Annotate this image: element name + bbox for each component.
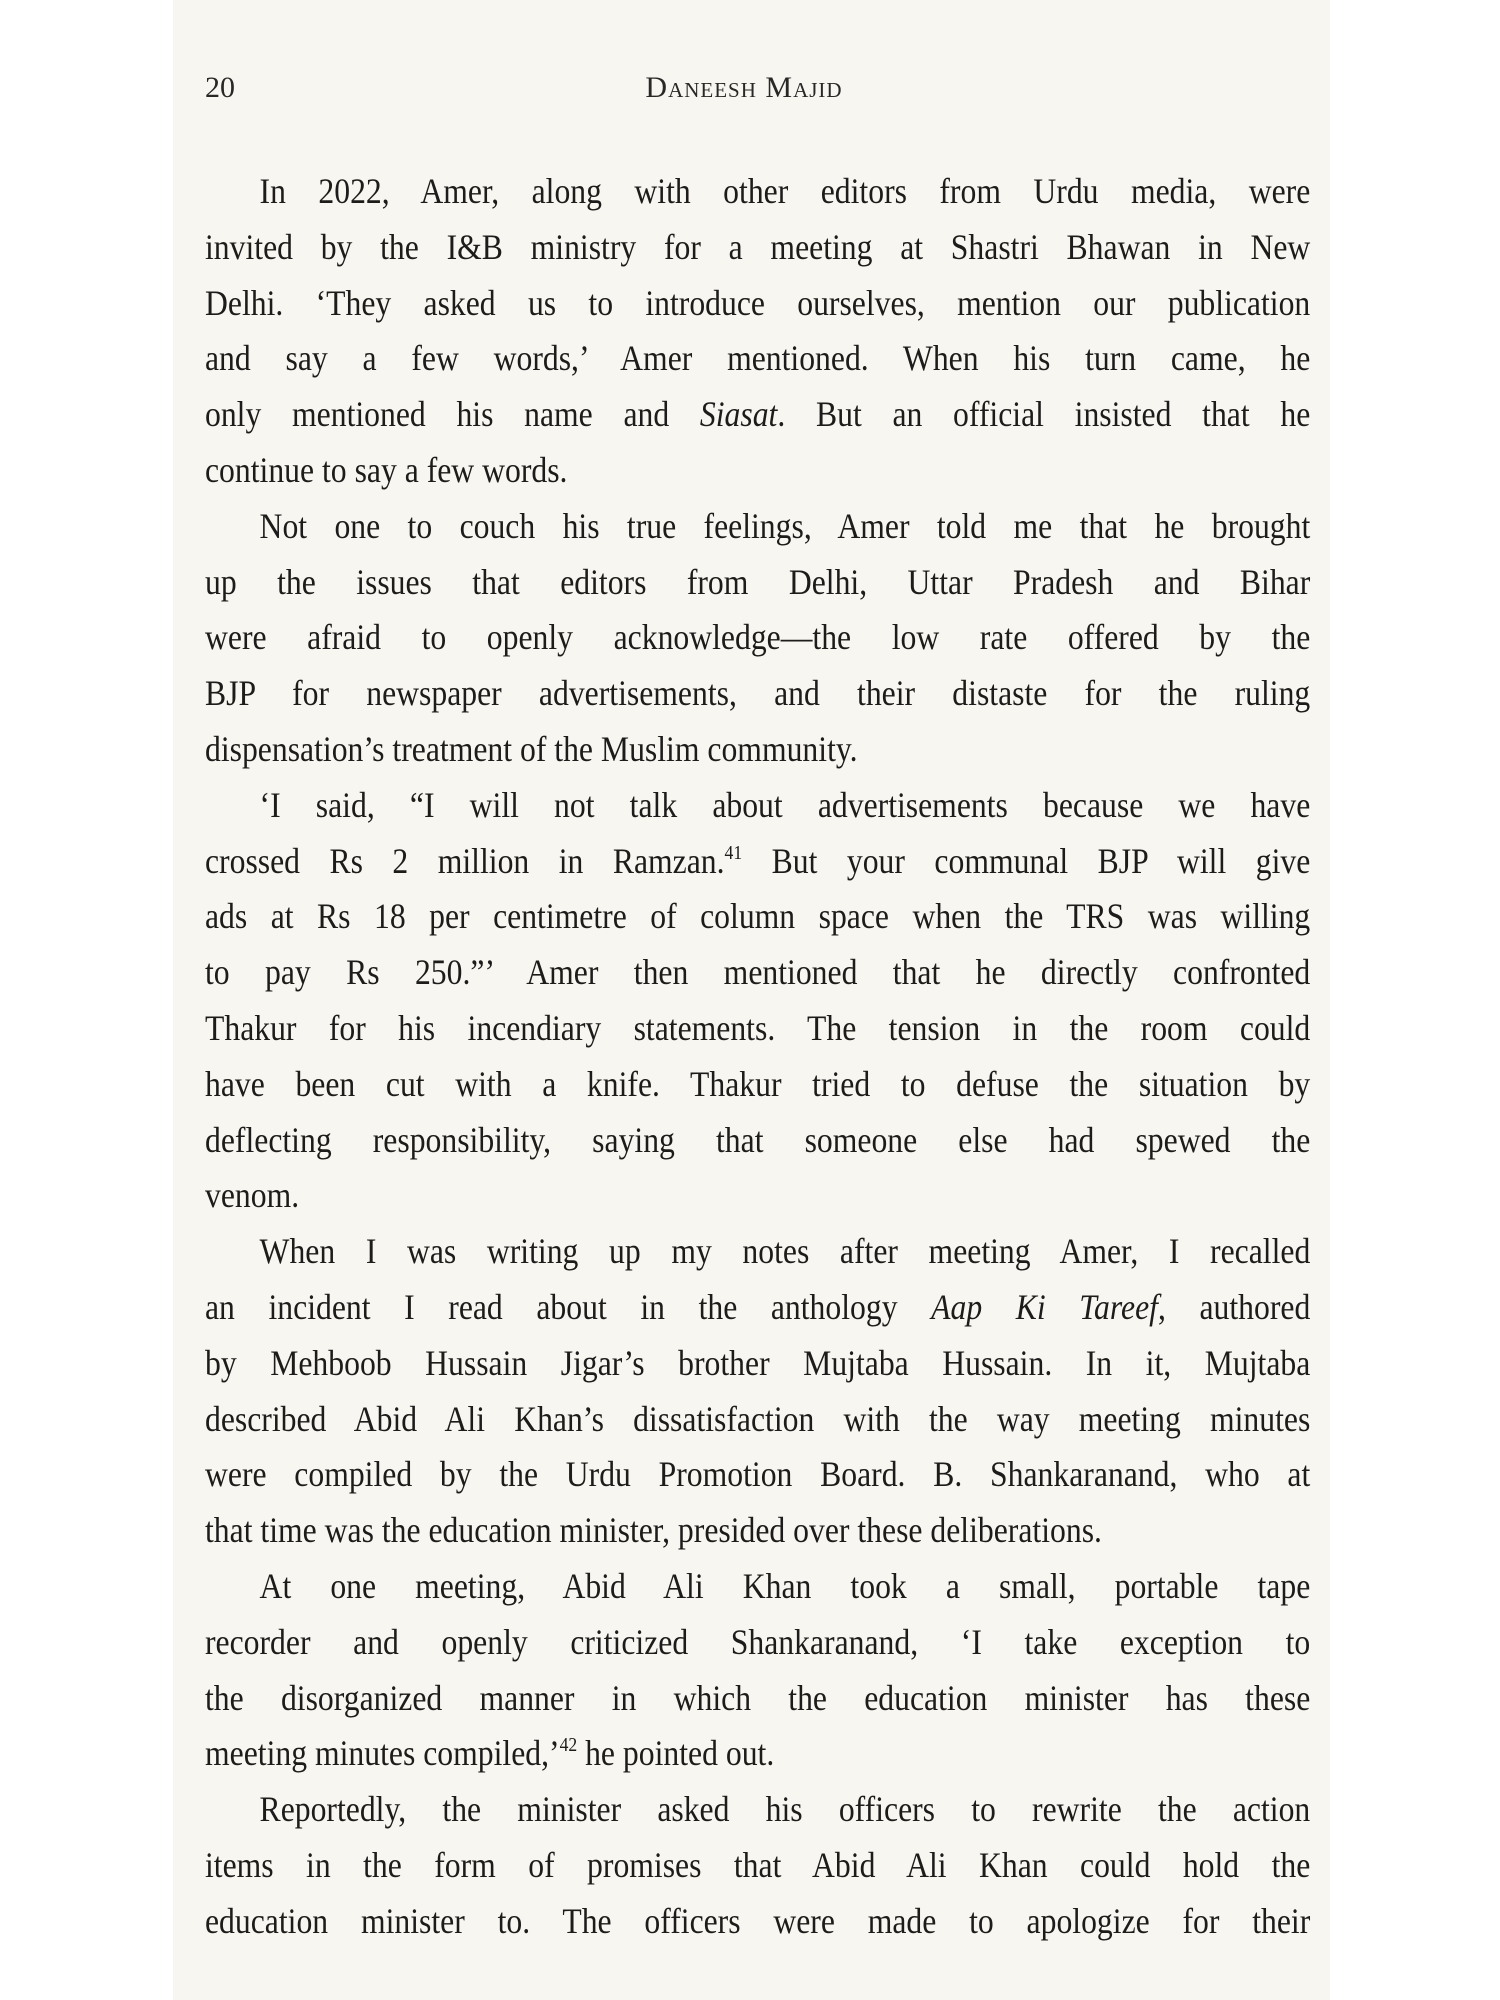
text-segment: education minister to. The officers were made to apologize for their (205, 1900, 1311, 1941)
text-segment: When I was writing up my notes after meeting Amer, I recalled (259, 1231, 1311, 1272)
text-line (205, 1168, 1310, 1224)
text-line (205, 610, 1310, 666)
text-line (205, 1671, 1310, 1727)
italic-title: Siasat (699, 394, 778, 435)
text-line (205, 1447, 1310, 1503)
text-segment: items in the form of promises that Abid Ali Khan could hold the (205, 1844, 1311, 1885)
text-line (205, 722, 1310, 778)
italic-title: Aap Ki Tareef (931, 1286, 1158, 1327)
text-segment: up the issues that editors from Delhi, Uttar Pradesh and Bihar (205, 561, 1311, 602)
text-segment: and say a few words,’ Amer mentioned. When his turn came, he (205, 338, 1311, 379)
text-line (205, 1894, 1310, 1950)
text-segment: , authored (1157, 1286, 1311, 1327)
text-segment: dispensation’s treatment of the Muslim community. (205, 728, 858, 769)
text-segment: venom. (205, 1175, 300, 1216)
text-segment: Not one to couch his true feelings, Amer told me that he brought (259, 505, 1311, 546)
text-segment: to pay Rs 250.”’ Amer then mentioned that he directly confronted (205, 952, 1311, 993)
text-line (205, 778, 1310, 834)
text-segment: described Abid Ali Khan’s dissatisfaction with the way meeting minutes (205, 1398, 1311, 1439)
text-line (205, 164, 1310, 220)
text-segment: deflecting responsibility, saying that someone else had spewed the (205, 1119, 1311, 1160)
text-segment: were compiled by the Urdu Promotion Board. B. Shankaranand, who at (205, 1454, 1311, 1495)
footnote-marker: 41 (724, 841, 743, 864)
text-segment: Delhi. ‘They asked us to introduce ourselves, mention our publication (205, 282, 1311, 323)
text-segment: that time was the education minister, presided over these deliberations. (205, 1510, 1102, 1551)
text-segment: . But an official insisted that he (777, 394, 1311, 435)
text-segment: only mentioned his name and (205, 394, 700, 435)
footnote-marker: 42 (559, 1734, 578, 1757)
text-segment: BJP for newspaper advertisements, and their distaste for the ruling (205, 673, 1311, 714)
text-line (205, 889, 1310, 945)
text-segment: Reportedly, the minister asked his officers to rewrite the action (259, 1789, 1311, 1830)
text-segment: recorder and openly criticized Shankaranand, ‘I take exception to (205, 1621, 1311, 1662)
text-segment: ‘I said, “I will not talk about advertisements because we have (259, 784, 1311, 825)
text-line (205, 1113, 1310, 1169)
text-line (205, 1838, 1310, 1894)
text-segment: But your communal BJP will give (742, 840, 1311, 881)
page-number: 20 (205, 71, 235, 104)
text-line (205, 1001, 1310, 1057)
page-body-text (205, 164, 1310, 1950)
text-segment: ads at Rs 18 per centimetre of column space when the TRS was willing (205, 896, 1311, 937)
text-line (205, 220, 1310, 276)
text-line (205, 331, 1310, 387)
text-line (205, 1336, 1310, 1392)
text-line (205, 1280, 1310, 1336)
text-line (205, 1726, 1310, 1782)
text-segment: Thakur for his incendiary statements. The tension in the room could (205, 1007, 1311, 1048)
text-segment: by Mehboob Hussain Jigar’s brother Mujtaba Hussain. In it, Mujtaba (205, 1342, 1311, 1383)
text-segment: he pointed out. (577, 1733, 775, 1774)
text-segment: invited by the I&B ministry for a meeting at Shastri Bhawan in New (205, 226, 1311, 267)
text-line (205, 945, 1310, 1001)
text-line (205, 1392, 1310, 1448)
text-segment: were afraid to openly acknowledge—the low rate offered by the (205, 617, 1311, 658)
text-line (205, 276, 1310, 332)
text-line (205, 1224, 1310, 1280)
text-segment: the disorganized manner in which the education minister has these (205, 1677, 1311, 1718)
text-segment: meeting minutes compiled,’ (205, 1733, 560, 1774)
text-line (205, 555, 1310, 611)
text-line (205, 1057, 1310, 1113)
text-line (205, 834, 1310, 890)
text-segment: have been cut with a knife. Thakur tried to defuse the situation by (205, 1063, 1311, 1104)
text-line (205, 499, 1310, 555)
text-line (205, 666, 1310, 722)
text-segment: continue to say a few words. (205, 449, 568, 490)
text-line (205, 1782, 1310, 1838)
text-line (205, 387, 1310, 443)
text-segment: In 2022, Amer, along with other editors from Urdu media, were (259, 171, 1311, 211)
text-line (205, 443, 1310, 499)
text-segment: crossed Rs 2 million in Ramzan. (205, 840, 725, 881)
text-line (205, 1615, 1310, 1671)
text-segment: an incident I read about in the anthology (205, 1286, 932, 1327)
text-segment: At one meeting, Abid Ali Khan took a small, portable tape (259, 1565, 1311, 1606)
text-line (205, 1559, 1310, 1615)
text-line (205, 1503, 1310, 1559)
running-head: Daneesh Majid (645, 71, 843, 104)
